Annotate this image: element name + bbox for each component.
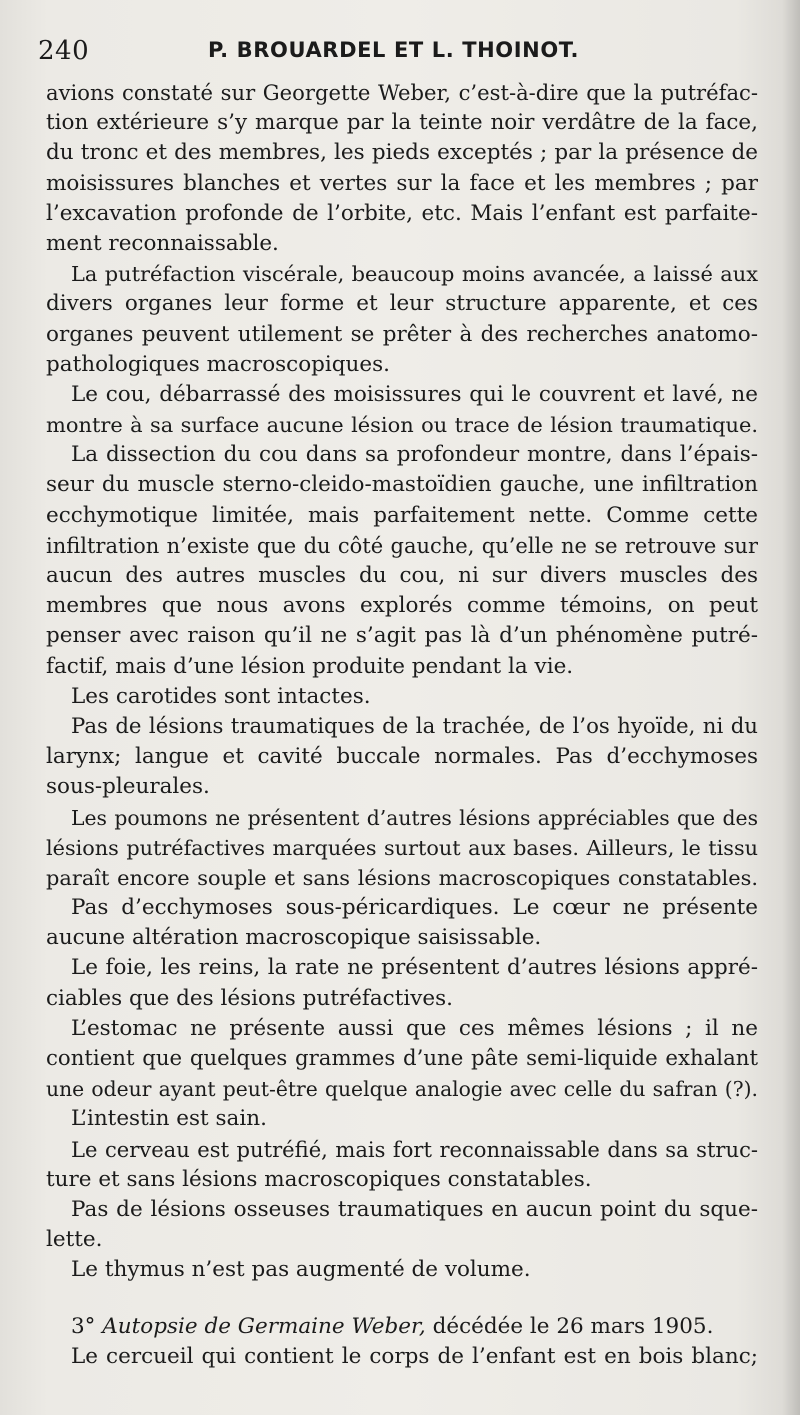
text-line: divers organes leur forme et leur structure apparente, et ces <box>46 291 758 317</box>
text-line: ciables que des lésions putréfactives. <box>46 985 453 1011</box>
text-line: aucune altération macroscopique saisissable. <box>46 925 542 951</box>
text-line: ment reconnaissable. <box>46 230 279 256</box>
text-line: tion extérieure s’y marque par la teinte noir verdâtre de la face, <box>46 110 758 136</box>
text-line: Le thymus n’est pas augmenté de volume. <box>71 1257 531 1283</box>
text-line: Pas de lésions osseuses traumatiques en aucun point du sque- <box>71 1196 758 1222</box>
text-line: Le cercueil qui contient le corps de l’enfant est en bois blanc; <box>71 1343 758 1369</box>
text-line: ture et sans lésions macroscopiques constatables. <box>46 1166 592 1192</box>
section-gap <box>46 1286 758 1312</box>
text-line: Pas de lésions traumatiques de la trachée, de l’os hyoïde, ni du <box>71 713 758 739</box>
text-line: montre à sa surface aucune lésion ou trace de lésion traumatique. <box>46 413 758 438</box>
text-line: moisissures blanches et vertes sur la face et les membres ; par <box>46 170 758 196</box>
text-line: contient que quelques grammes d’une pâte semi-liquide exhalant <box>46 1046 758 1071</box>
text-line: ecchymotique limitée, mais parfaitement nette. Comme cette <box>46 502 758 528</box>
page-header <box>38 34 760 70</box>
text-line: L’intestin est sain. <box>71 1106 267 1132</box>
text-line: lette. <box>46 1227 103 1253</box>
text-line: organes peuvent utilement se prêter à des recherches anatomo- <box>46 321 758 347</box>
text-line: paraît encore souple et sans lésions macroscopiques constatables. <box>46 865 758 890</box>
section-title-rest: décédée le 26 mars 1905. <box>425 1313 714 1339</box>
text-line: avions constaté sur Georgette Weber, c’est-à-dire que la putréfac- <box>46 80 758 105</box>
running-head: P. BROUARDEL ET L. THOINOT. <box>208 38 580 62</box>
section-number: 3° <box>71 1313 96 1339</box>
page-number: 240 <box>38 36 90 66</box>
text-line: Le cerveau est putréfié, mais fort reconnaissable dans sa struc- <box>71 1136 758 1162</box>
text-line: Pas d’ecchymoses sous-péricardiques. Le cœur ne présente <box>71 895 758 921</box>
text-line: membres que nous avons explorés comme témoins, on peut <box>46 593 758 619</box>
text-line: sous-pleurales. <box>46 774 210 800</box>
body-text <box>46 78 758 1372</box>
text-line: l’excavation profonde de l’orbite, etc. Mais l’enfant est parfaite- <box>46 200 758 226</box>
section-title: Autopsie de Germaine Weber, <box>102 1313 426 1339</box>
text-line: pathologiques macroscopiques. <box>46 351 390 377</box>
text-line: Le cou, débarrassé des moisissures qui le couvrent et lavé, ne <box>71 381 758 407</box>
text-line: seur du muscle sterno-cleido-mastoïdien gauche, une infiltration <box>46 472 758 498</box>
text-line: penser avec raison qu’il ne s’agit pas là d’un phénomène putré- <box>46 623 758 649</box>
text-line: du tronc et des membres, les pieds exceptés ; par la présence de <box>46 140 758 166</box>
text-line: lésions putréfactives marquées surtout aux bases. Ailleurs, le tissu <box>46 835 758 860</box>
text-line: Les poumons ne présentent d’autres lésions appréciables que des <box>71 805 758 830</box>
text-line: Les carotides sont intactes. <box>71 683 371 709</box>
text-line: une odeur ayant peut-être quelque analogie avec celle du safran (?). <box>46 1077 758 1102</box>
text-line: aucun des autres muscles du cou, ni sur divers muscles des <box>46 563 758 588</box>
text-line: Le foie, les reins, la rate ne présentent d’autres lésions appré- <box>71 955 758 981</box>
text-line: L’estomac ne présente aussi que ces mêmes lésions ; il ne <box>71 1015 758 1041</box>
text-line: La putréfaction viscérale, beaucoup moins avancée, a laissé aux <box>71 262 758 287</box>
section-heading <box>46 1312 758 1342</box>
text-line: larynx; langue et cavité buccale normales. Pas d’ecchymoses <box>46 744 758 770</box>
text-line: factif, mais d’une lésion produite pendant la vie. <box>46 653 574 679</box>
text-line: infiltration n’existe que du côté gauche, qu’elle ne se retrouve sur <box>46 533 758 558</box>
text-line: La dissection du cou dans sa profondeur montre, dans l’épais- <box>71 442 758 468</box>
page-edge-shadow <box>782 0 800 1415</box>
